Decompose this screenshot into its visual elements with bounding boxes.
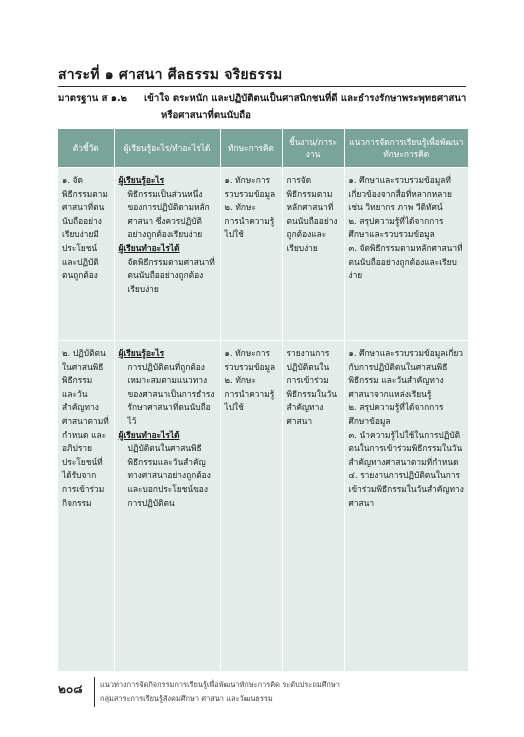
header-learning: ผู้เรียนรู้อะไร/ทำอะไรได้ [114,129,220,168]
activity-item: ๔. รายงานการปฏิบัติตนในการเข้าร่วมพิธีกรรมในวันสำคัญทางศาสนา [348,470,464,508]
table-row [58,341,468,672]
learning-cell [114,168,220,341]
footer-divider [94,677,95,707]
skill-item: ๑. ทักษะการรวบรวมข้อมูล [224,348,276,372]
work-cell [282,168,344,341]
page-heading: สาระที่ ๑ ศาสนา ศีลธรรม จริยธรรม [58,67,283,83]
heading-rule [58,86,466,87]
work-text: รายงานการปฏิบัติตนในการเข้าร่วมพิธีกรรมในวันสำคัญทางศาสนา [286,348,337,426]
page-number: ๒๐๘ [58,682,83,696]
header-activities: แนวการจัดการเรียนรู้เพื่อพัฒนาทักษะการคิด [344,129,468,168]
header-indicator: ตัวชี้วัด [58,129,114,168]
learning-cell [114,341,220,672]
activity-item: ๒. สรุปความรู้ที่ได้จากการศึกษาข้อมูล [348,402,444,426]
know-label: ผู้เรียนรู้อะไร [118,175,165,185]
table-row [58,168,468,341]
work-cell [282,341,344,672]
activity-item: ๒. สรุปความรู้ที่ได้จากการศึกษาและรวบรวมข้อมูล [348,215,444,240]
indicator-cell [58,168,114,341]
do-text: จัดพิธีกรรมตามศาสนาที่ตนนับถืออย่างถูกต้องเรียบง่าย [127,256,215,294]
footer-subject-group: กลุ่มสาระการเรียนรู้สังคมศึกษา ศาสนา และวัฒนธรรม [100,694,273,703]
skills-cell [220,168,282,341]
activity-item: ๑. ศึกษาและรวบรวมข้อมูลเกี่ยวกับการปฏิบัติตนในศาสนพิธี พิธีกรรม และวันสำคัญทางศาสนาจากแหล่งเรียนรู้ [348,348,463,399]
know-label: ผู้เรียนรู้อะไร [118,348,165,358]
indicator-text: ๑. จัดพิธีกรรมตามศาสนาที่ตนนับถืออย่างเรียบง่ายมีประโยชน์และปฏิบัติตนถูกต้อง [62,175,108,281]
know-text: พิธีกรรมเป็นส่วนหนึ่งของการปฏิบัติตามหลักศาสนา ซึ่งควรปฏิบัติอย่างถูกต้องเรียบง่าย [127,188,210,240]
table-header-row [58,129,468,168]
activity-item: ๓. นำความรู้ไปใช้ในการปฏิบัติตนในการเข้าร่วมพิธีกรรมในวันสำคัญทางศาสนาตามที่กำหนด [348,429,463,467]
skill-item: ๒. ทักษะการนำความรู้ไปใช้ [224,202,275,240]
activity-item: ๓. จัดพิธีกรรมตามหลักศาสนาที่ตนนับถืออย่างถูกต้องและเรียบง่าย [348,242,463,281]
activity-item: ๑. ศึกษาและรวบรวมข้อมูลที่เกี่ยวข้องจากสื่อที่หลากหลาย เช่น วิทยากร ภาพ วีดิทัศน์ [348,175,452,213]
activities-cell [344,168,468,341]
skills-cell [220,341,282,672]
header-work: ชิ้นงาน/ภาระงาน [282,129,344,168]
do-label: ผู้เรียนทำอะไรได้ [118,242,180,253]
work-text: การจัดพิธีกรรมตามหลักศาสนาที่ตนนับถืออย่างถูกต้องและเรียบง่าย [286,175,338,253]
skill-item: ๒. ทักษะการนำความรู้ไปใช้ [224,375,275,413]
footer-book-title: แนวทางการจัดกิจกรรมการเรียนรู้เพื่อพัฒนาทักษะการคิด ระดับประถมศึกษา [100,680,340,689]
learning-table [58,129,468,671]
skill-item: ๑. ทักษะการรวบรวมข้อมูล [224,175,276,199]
do-label: ผู้เรียนทำอะไรได้ [118,429,180,440]
indicator-text: ๒. ปฏิบัติตนในศาสนพิธี พิธีกรรม และวันสำคัญทางศาสนาตามที่กำหนด และอภิปรายประโยชน์ที่ได้รับจากการเข้าร่วมกิจกรรม [62,348,109,508]
standard-label: มาตรฐาน ส ๑.๒ [58,93,127,104]
header-thinking-skill: ทักษะการคิด [220,129,282,168]
standard-line-2: หรือศาสนาที่ตนนับถือ [161,110,251,121]
do-text: ปฏิบัติตนในศาสนพิธี พิธีกรรมและวันสำคัญทางศาสนาอย่างถูกต้องและบอกประโยชน์ของการปฏิบัติตน [127,443,211,508]
activities-cell [344,341,468,672]
know-text: การปฏิบัติตนที่ถูกต้องเหมาะสมตามแนวทางของศาสนาเป็นการธำรงรักษาศาสนาที่ตนนับถือไว้ [127,361,215,426]
learning-standard [58,90,468,124]
standard-line-1: เข้าใจ ตระหนัก และปฏิบัติตนเป็นศาสนิกชนที่ดี และธำรงรักษาพระพุทธศาสนา [144,93,467,104]
indicator-cell [58,341,114,672]
